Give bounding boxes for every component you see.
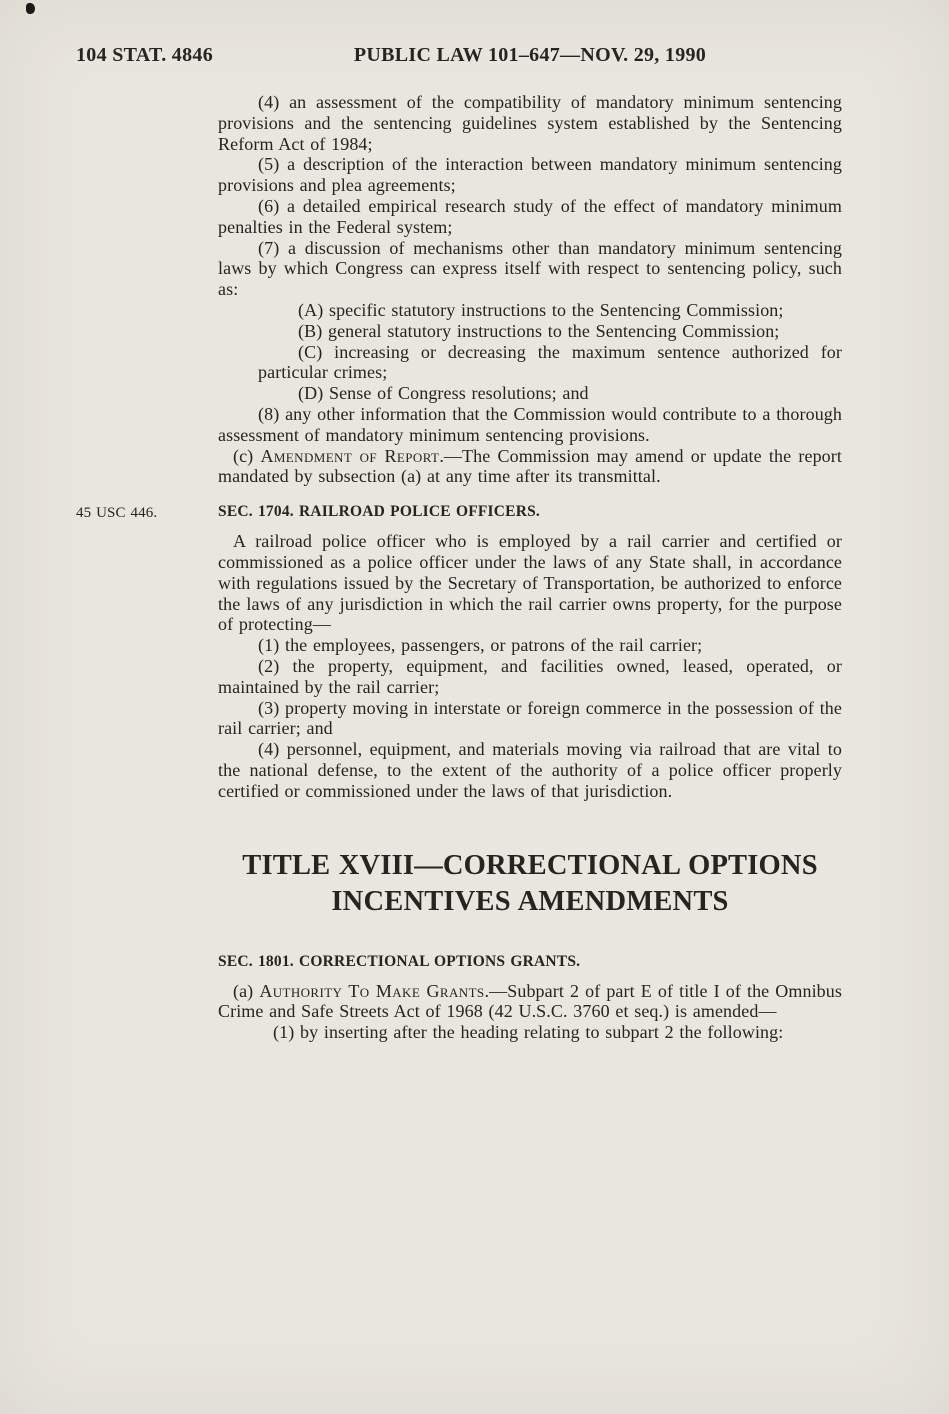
paragraph: [258, 383, 842, 404]
title-line: TITLE XVIII—CORRECTIONAL OPTIONS: [242, 849, 818, 881]
section-heading: [218, 952, 842, 972]
title-line: INCENTIVES AMENDMENTS: [331, 885, 729, 917]
text-run: (A) specific statutory instructions to the Sentencing Commission;: [298, 299, 784, 320]
paragraph: [218, 656, 842, 698]
small-caps-text: Authority To Make Grants: [259, 980, 485, 1001]
text-run: (3) property moving in interstate or foreign commerce in the possession of the rail carrier; and: [218, 697, 842, 739]
scan-speck: [26, 3, 35, 14]
section-heading: [76, 502, 842, 522]
text-run: (1) by inserting after the heading relating to subpart 2 the following:: [273, 1022, 784, 1043]
text-run: (1) the employees, passengers, or patrons of the rail carrier;: [258, 635, 703, 656]
text-run: (B) general statutory instructions to the Sentencing Commission;: [298, 320, 780, 341]
text-run: (7) a discussion of mechanisms other than mandatory minimum sentencing laws by which Congress can express itself with respect to sentencing policy, such as:: [218, 237, 842, 300]
running-head-law-title: PUBLIC LAW 101–647—NOV. 29, 1990: [353, 44, 707, 66]
text-run: (a): [233, 980, 260, 1001]
page-number: 104 STAT. 4846: [76, 44, 213, 66]
paragraph: [218, 196, 842, 238]
paragraph: [218, 981, 842, 1023]
paragraph: [258, 321, 842, 342]
section-heading-text: SEC. 1801. CORRECTIONAL OPTIONS GRANTS.: [218, 952, 581, 970]
document-content: [76, 92, 842, 1043]
text-run: (2) the property, equipment, and facilities owned, leased, operated, or maintained by the rail carrier;: [218, 655, 842, 697]
text-run: (c): [233, 445, 261, 466]
paragraph: [258, 300, 842, 321]
paragraph: [218, 446, 842, 488]
text-run: (6) a detailed empirical research study of the effect of mandatory minimum penalties in the Federal system;: [218, 195, 842, 237]
text-run: (D) Sense of Congress resolutions; and: [298, 383, 589, 404]
paragraph: [218, 404, 842, 446]
section-heading-text: SEC. 1704. RAILROAD POLICE OFFICERS.: [218, 503, 540, 521]
text-run: A railroad police officer who is employed by a rail carrier and certified or commissioned as a police officer under the laws of any State shall, in accordance with regulations issued by the Secretary of Transportation, be authorized to enforce the laws of any jurisdiction in which the rail carrier owns property, for the purpose of protecting—: [218, 531, 842, 635]
small-caps-text: Amendment of Report: [260, 445, 440, 466]
paragraph: [218, 238, 842, 300]
paragraph: [258, 1022, 842, 1043]
text-run: (4) personnel, equipment, and materials moving via railroad that are vital to the national defense, to the extent of the authority of a police officer properly certified or commissioned under the laws of that jurisdiction.: [218, 739, 842, 801]
paragraph: [218, 739, 842, 801]
paragraph: [258, 342, 842, 384]
uscode-margin-note: 45 USC 446.: [76, 505, 158, 522]
text-run: (5) a description of the interaction between mandatory minimum sentencing provisions and plea agreements;: [218, 154, 842, 196]
text-run: (8) any other information that the Commission would contribute to a thorough assessment of mandatory minimum sentencing provisions.: [218, 403, 842, 445]
paragraph: [218, 698, 842, 740]
paragraph: [218, 635, 842, 656]
paragraph: [218, 531, 842, 635]
text-run: .—Subpart 2 of part E of title I of the Omnibus Crime and Safe Streets Act of 1968 (42 U.S.C. 3760 et seq.) is amended—: [218, 980, 842, 1022]
text-run: (4) an assessment of the compatibility of mandatory minimum sentencing provisions and the sentencing guidelines system established by the Sentencing Reform Act of 1984;: [218, 92, 842, 154]
text-run: .—The Commission may amend or update the report mandated by subsection (a) at any time after its transmittal.: [218, 445, 842, 487]
paragraph: [218, 92, 842, 154]
paragraph: [218, 154, 842, 196]
title-heading: [218, 848, 842, 920]
text-run: (C) increasing or decreasing the maximum sentence authorized for particular crimes;: [258, 341, 842, 383]
